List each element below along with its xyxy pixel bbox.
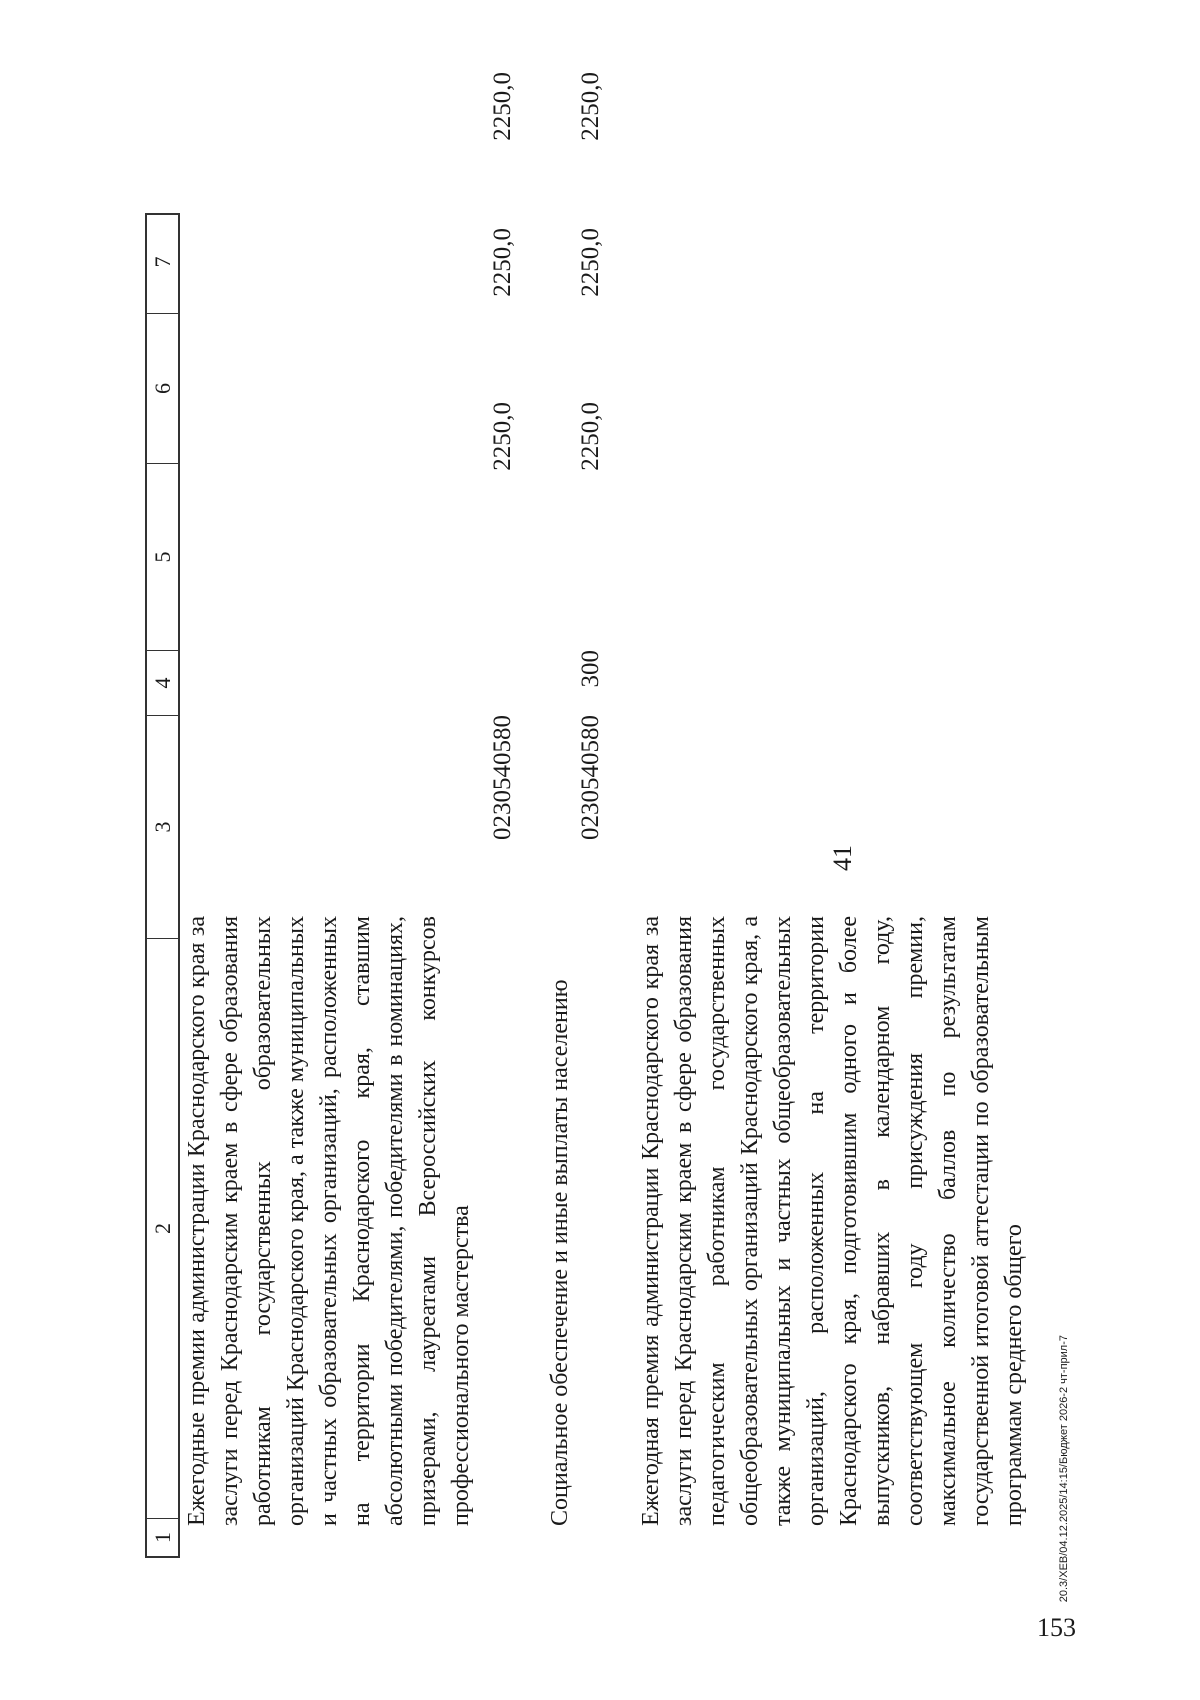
table-header-row <box>145 213 180 1558</box>
footer-code: 20.3/XEB/04.12.2025/14:15/Бюджет 2026-2 чт-прил-7 <box>1058 1335 1070 1603</box>
row-2-value-5: 2250,0 <box>577 402 604 471</box>
row-1-value-6: 2250,0 <box>489 228 516 297</box>
row-1-value-5: 2250,0 <box>489 402 516 471</box>
row-2-name: Социальное обеспечение и иные выплаты населению <box>547 979 573 1526</box>
header-col-7: 7 <box>147 211 178 314</box>
header-col-6: 6 <box>147 314 178 464</box>
row-1-name: Ежегодные премии администрации Краснодарского края за заслуги перед Краснодарским краем в сфере образования работникам государственных образовательных организаций Краснодарского края, а также муниципальных и частных образовательных организаций, расположенных на территории Краснодарского края, ставшим абсолютными победителями, победителями в номинациях, призерами, лауреатами Всероссийских конкурсов профессионального мастерства <box>184 916 474 1526</box>
row-3-name: Ежегодная премия администрации Краснодарского края за заслуги перед Краснодарским краем в сфере образования педагогическим работникам государственных общеобразовательных организаций Краснодарского края, а также муниципальных и частных общеобразовательных организаций, расположенных на территории Краснодарского края, подготовившим одного и более выпускников, набравших в календарном году, соответствующем году присуждения премии, максимальное количество баллов по результатам государственной итоговой аттестации по образовательным программам среднего общего <box>638 916 1027 1526</box>
row-2-vr: 300 <box>577 650 604 688</box>
row-2-code: 0230540580 <box>577 715 604 840</box>
header-col-4: 4 <box>147 651 178 716</box>
header-col-1: 1 <box>149 1532 175 1543</box>
row-2-value-6: 2250,0 <box>577 228 604 297</box>
row-1-code: 0230540580 <box>489 715 516 840</box>
page-number: 41 <box>828 845 857 871</box>
row-2-value-7: 2250,0 <box>577 72 604 141</box>
header-col-2: 2 <box>147 939 178 1519</box>
row-1-value-7: 2250,0 <box>489 72 516 141</box>
header-col-5: 5 <box>147 464 178 651</box>
sheet-number: 153 <box>1037 1613 1076 1642</box>
header-col-3: 3 <box>147 716 178 939</box>
